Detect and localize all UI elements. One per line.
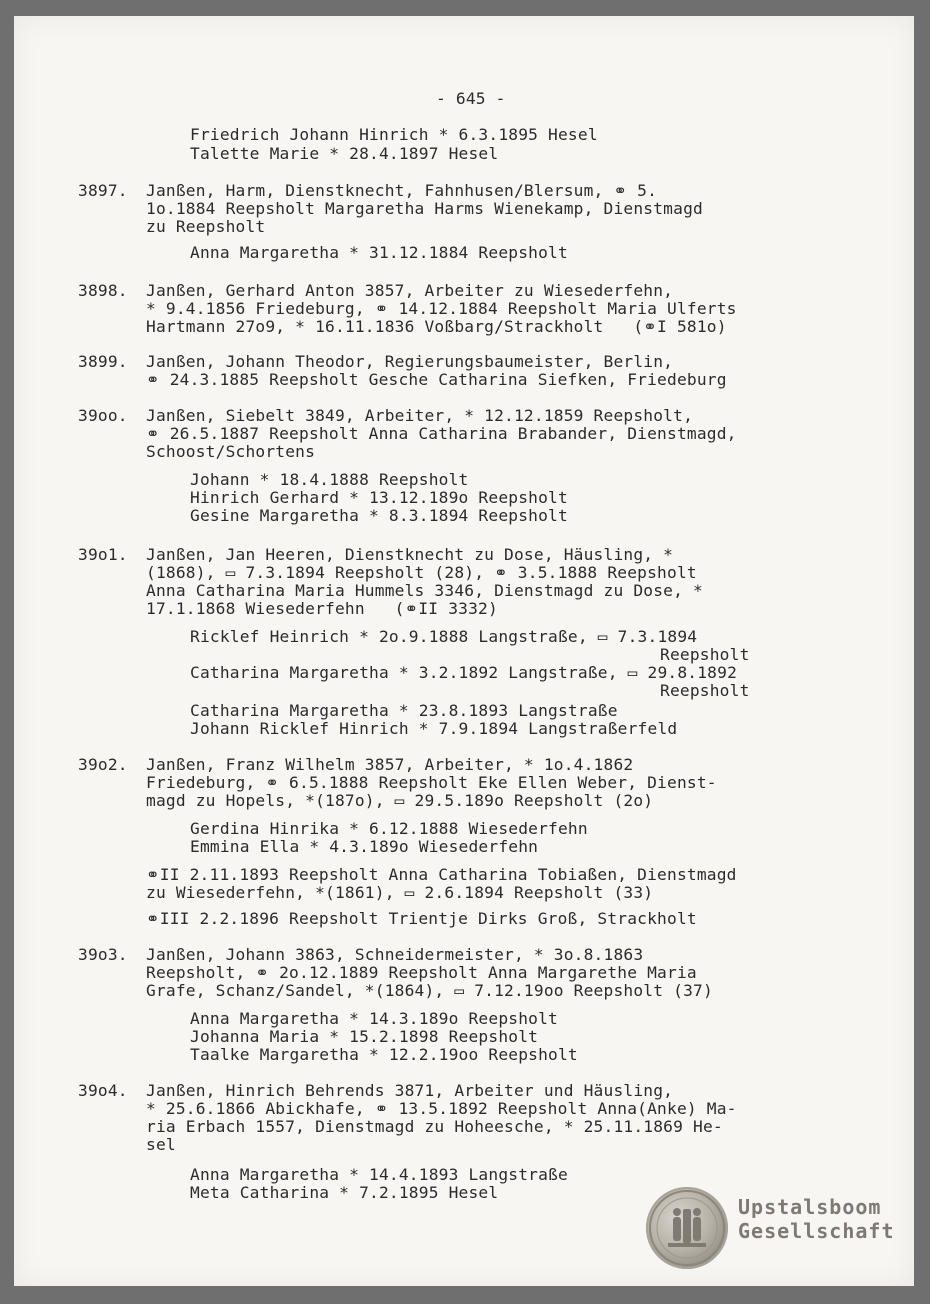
entry-line: Reepsholt, ⚭ 2o.12.1889 Reepsholt Anna Margarethe Maria — [146, 963, 697, 982]
entry-number: 39o2. — [78, 755, 128, 774]
child-line: Hinrich Gerhard * 13.12.189o Reepsholt — [190, 488, 568, 507]
entry-number: 3897. — [78, 181, 128, 200]
page-number: - 645 - — [436, 89, 506, 108]
entry-line: (1868), ▭ 7.3.1894 Reepsholt (28), ⚭ 3.5.1888 Reepsholt — [146, 563, 697, 582]
entry-number: 39o1. — [78, 545, 128, 564]
child-line: Johann * 18.4.1888 Reepsholt — [190, 470, 469, 489]
child-line: Anna Margaretha * 14.4.1893 Langstraße — [190, 1165, 568, 1184]
child-line: Gerdina Hinrika * 6.12.1888 Wiesederfehn — [190, 819, 588, 838]
seal-icon — [646, 1187, 728, 1269]
child-line: Johann Ricklef Hinrich * 7.9.1894 Langstraßerfeld — [190, 719, 678, 738]
entry-line: Anna Catharina Maria Hummels 3346, Dienstmagd zu Dose, * — [146, 581, 703, 600]
child-line: Catharina Margaretha * 23.8.1893 Langstraße — [190, 701, 618, 720]
child-line: Friedrich Johann Hinrich * 6.3.1895 Hesel — [190, 125, 598, 144]
logo-line-1: Upstalsboom — [738, 1195, 882, 1219]
entry-line: zu Reepsholt — [146, 217, 266, 236]
entry-line: magd zu Hopels, *(187o), ▭ 29.5.189o Reepsholt (2o) — [146, 791, 654, 810]
marriage-line: zu Wiesederfehn, *(1861), ▭ 2.6.1894 Reepsholt (33) — [146, 883, 654, 902]
entry-number: 39o4. — [78, 1081, 128, 1100]
child-line: Anna Margaretha * 14.3.189o Reepsholt — [190, 1009, 558, 1028]
entry-line: Janßen, Gerhard Anton 3857, Arbeiter zu Wiesederfehn, — [146, 281, 674, 300]
entry-line: * 25.6.1866 Abickhafe, ⚭ 13.5.1892 Reepsholt Anna(Anke) Ma- — [146, 1099, 737, 1118]
entry-line: ⚭ 26.5.1887 Reepsholt Anna Catharina Brabander, Dienstmagd, — [146, 424, 737, 443]
entry-number: 3898. — [78, 281, 128, 300]
entry-line: ⚭ 24.3.1885 Reepsholt Gesche Catharina Siefken, Friedeburg — [146, 370, 727, 389]
entry-line: Hartmann 27o9, * 16.11.1836 Voßbarg/Strackholt (⚭I 581o) — [146, 317, 727, 336]
child-line: Johanna Maria * 15.2.1898 Reepsholt — [190, 1027, 539, 1046]
child-line: Catharina Margaretha * 3.2.1892 Langstraße, ▭ 29.8.1892 — [190, 663, 738, 682]
marriage-line: ⚭II 2.11.1893 Reepsholt Anna Catharina Tobiaßen, Dienstmagd — [146, 865, 737, 884]
entry-line: * 9.4.1856 Friedeburg, ⚭ 14.12.1884 Reepsholt Maria Ulferts — [146, 299, 737, 318]
child-line: Emmina Ella * 4.3.189o Wiesederfehn — [190, 837, 539, 856]
entry-number: 39oo. — [78, 406, 128, 425]
child-line: Talette Marie * 28.4.1897 Hesel — [190, 144, 499, 163]
logo-text — [738, 1195, 895, 1243]
entry-line: ria Erbach 1557, Dienstmagd zu Hoheesche, * 25.11.1869 He- — [146, 1117, 723, 1136]
child-line-cont: Reepsholt — [660, 681, 750, 700]
entry-number: 3899. — [78, 352, 128, 371]
logo-line-2: Gesellschaft — [738, 1219, 895, 1243]
child-line: Ricklef Heinrich * 2o.9.1888 Langstraße, ▭ 7.3.1894 — [190, 627, 698, 646]
upstalsboom-logo — [646, 1187, 906, 1273]
entry-line: Janßen, Johann Theodor, Regierungsbaumeister, Berlin, — [146, 352, 674, 371]
entry-number: 39o3. — [78, 945, 128, 964]
child-line: Meta Catharina * 7.2.1895 Hesel — [190, 1183, 499, 1202]
marriage-line: ⚭III 2.2.1896 Reepsholt Trientje Dirks Groß, Strackholt — [146, 909, 697, 928]
entry-line: Janßen, Franz Wilhelm 3857, Arbeiter, * 1o.4.1862 — [146, 755, 634, 774]
entry-line: Friedeburg, ⚭ 6.5.1888 Reepsholt Eke Ellen Weber, Dienst- — [146, 773, 717, 792]
entry-line: Grafe, Schanz/Sandel, *(1864), ▭ 7.12.19oo Reepsholt (37) — [146, 981, 713, 1000]
entry-line: Janßen, Harm, Dienstknecht, Fahnhusen/Blersum, ⚭ 5. — [146, 181, 658, 200]
child-line: Anna Margaretha * 31.12.1884 Reepsholt — [190, 243, 568, 262]
entry-line: 1o.1884 Reepsholt Margaretha Harms Wienekamp, Dienstmagd — [146, 199, 703, 218]
entry-line: Janßen, Siebelt 3849, Arbeiter, * 12.12.1859 Reepsholt, — [146, 406, 694, 425]
child-line: Gesine Margaretha * 8.3.1894 Reepsholt — [190, 506, 568, 525]
entry-line: 17.1.1868 Wiesederfehn (⚭II 3332) — [146, 599, 498, 618]
entry-line: Janßen, Johann 3863, Schneidermeister, * 3o.8.1863 — [146, 945, 644, 964]
child-line-cont: Reepsholt — [660, 645, 750, 664]
entry-line: sel — [146, 1135, 176, 1154]
entry-line: Janßen, Jan Heeren, Dienstknecht zu Dose, Häusling, * — [146, 545, 674, 564]
entry-line: Schoost/Schortens — [146, 442, 316, 461]
child-line: Taalke Margaretha * 12.2.19oo Reepsholt — [190, 1045, 578, 1064]
document-page — [14, 16, 914, 1286]
entry-line: Janßen, Hinrich Behrends 3871, Arbeiter und Häusling, — [146, 1081, 674, 1100]
